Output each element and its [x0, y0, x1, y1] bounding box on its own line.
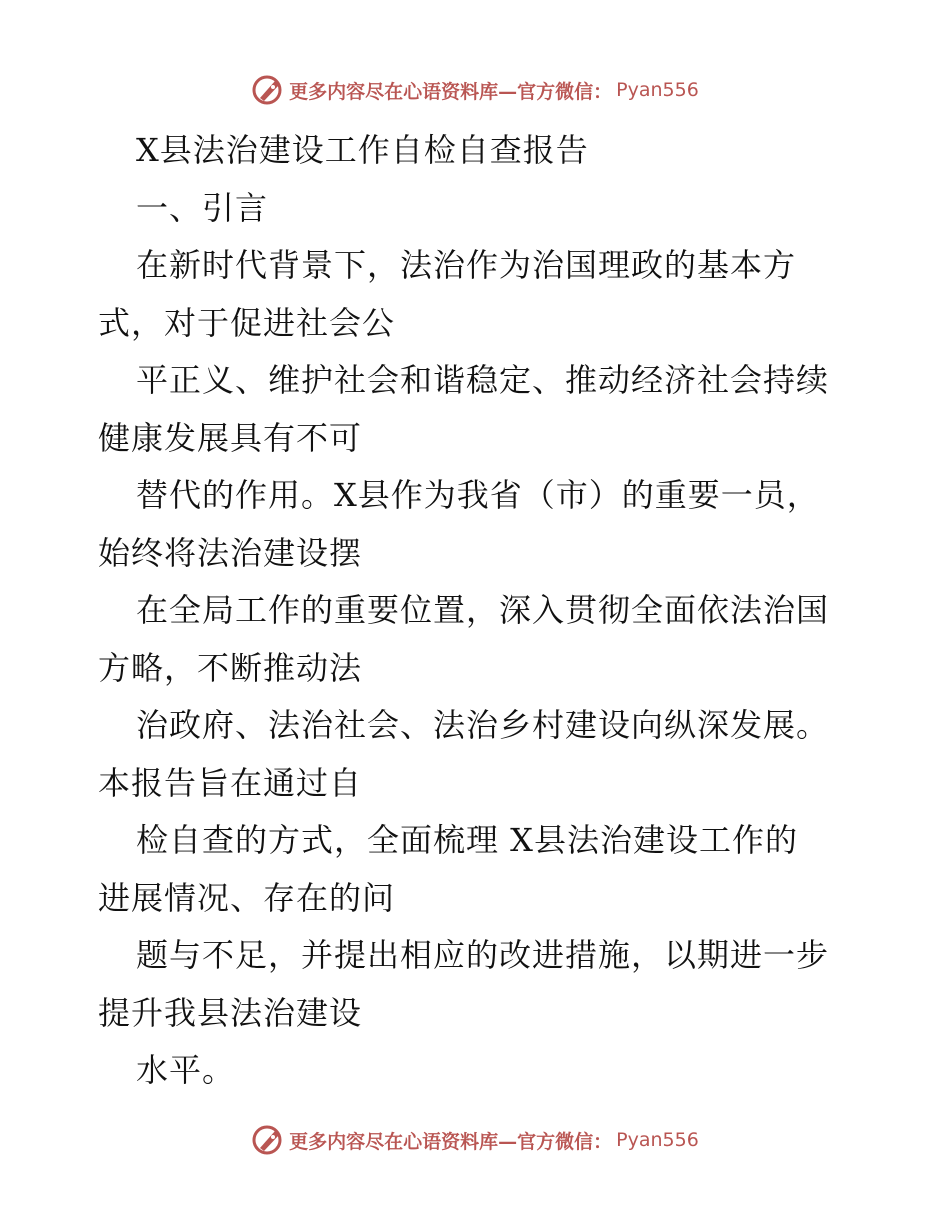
paragraph-line: 在新时代背景下，法治作为治国理政的基本方 [136, 246, 797, 284]
paragraph-line: 水平。 [136, 1051, 236, 1089]
paragraph-line: 检自查的方式，全面梳理 X县法治建设工作的 [136, 821, 798, 859]
paragraph-line: 始终将法治建设摆 [98, 533, 363, 572]
watermark-banner-bottom [0, 1120, 950, 1160]
paragraph-line: 平正义、维护社会和谐稳定、推动经济社会持续 [136, 361, 830, 399]
paragraph-line: 题与不足，并提出相应的改进措施，以期进一步 [136, 936, 830, 974]
watermark-text: 更多内容尽在心语资料库—官方微信： [289, 80, 613, 103]
paragraph-line: 本报告旨在通过自 [98, 763, 363, 802]
paragraph-line: 式，对于促进社会公 [98, 303, 396, 342]
watermark-handle: Pyan556 [616, 79, 699, 101]
pen-nib-logo-icon [251, 1123, 285, 1157]
watermark-handle: Pyan556 [616, 1129, 699, 1151]
paragraph-line: 方略，不断推动法 [98, 648, 363, 687]
paragraph-line: 在全局工作的重要位置，深入贯彻全面依法治国 [136, 591, 830, 629]
paragraph-line: 提升我县法治建设 [98, 993, 363, 1032]
section-heading: 一、引言 [136, 188, 269, 227]
paragraph-line: 替代的作用。X县作为我省（市）的重要一员， [136, 476, 820, 514]
pen-nib-logo-icon [251, 73, 285, 107]
document-title: X县法治建设工作自检自查报告 [136, 131, 589, 169]
document-body [98, 122, 898, 1100]
paragraph-line: 进展情况、存在的问 [98, 878, 396, 917]
watermark-banner-top [0, 70, 950, 110]
paragraph-line: 健康发展具有不可 [98, 418, 363, 457]
watermark-text: 更多内容尽在心语资料库—官方微信： [289, 1130, 613, 1153]
paragraph-line: 治政府、法治社会、法治乡村建设向纵深发展。 [136, 706, 830, 744]
